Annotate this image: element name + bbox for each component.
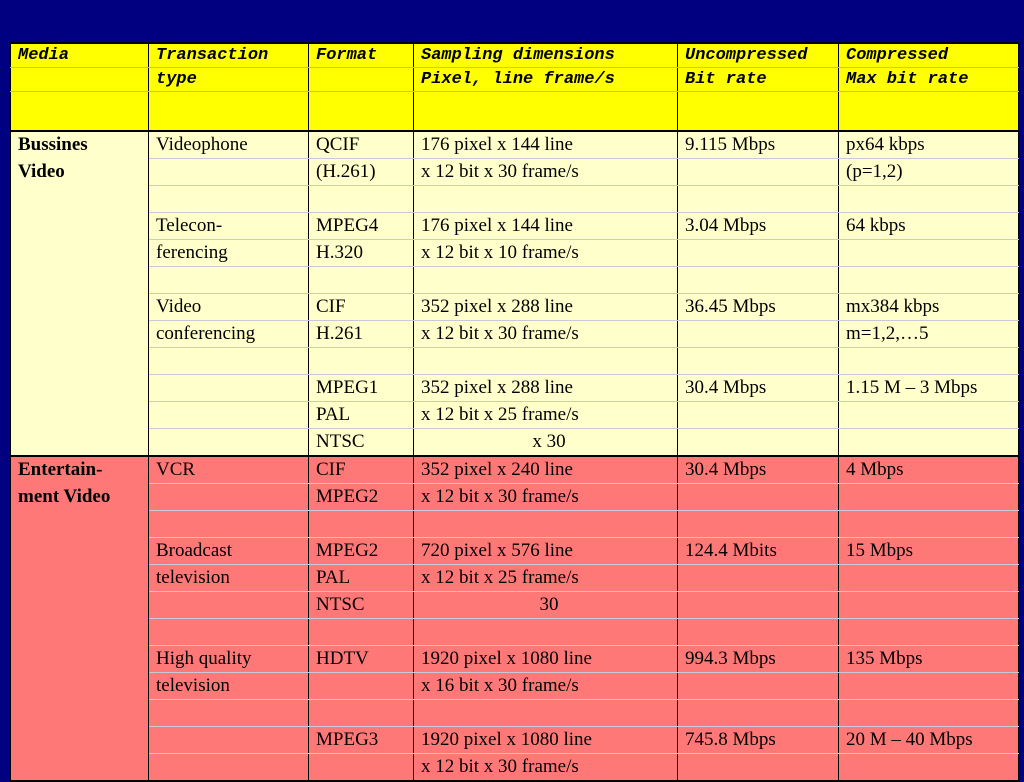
cell-format (309, 348, 414, 375)
cell-format: CIF (309, 294, 414, 321)
cell-compressed-max-bit-rate: m=1,2,…5 (839, 321, 1019, 348)
table-row (11, 700, 1019, 727)
cell-transaction-type (149, 484, 309, 511)
cell-format: HDTV (309, 646, 414, 673)
cell-uncompressed-bit-rate (678, 267, 839, 294)
cell-transaction-type (149, 267, 309, 294)
cell-format (309, 186, 414, 213)
cell-sampling-dimensions: x 12 bit x 30 frame/s (414, 754, 678, 782)
header-uncompressed-bit-rate: Bit rate (678, 68, 839, 92)
cell-sampling-dimensions: 176 pixel x 144 line (414, 131, 678, 159)
cell-format: H.320 (309, 240, 414, 267)
cell-uncompressed-bit-rate (678, 619, 839, 646)
cell-compressed-max-bit-rate (839, 754, 1019, 782)
cell-uncompressed-bit-rate (678, 429, 839, 457)
header-compressed-max-bit-rate: Compressed (839, 43, 1019, 68)
header-sampling-dimensions (414, 92, 678, 132)
table-row (11, 213, 1019, 240)
cell-format (309, 754, 414, 782)
cell-format: CIF (309, 456, 414, 484)
table-row (11, 592, 1019, 619)
cell-sampling-dimensions: 30 (414, 592, 678, 619)
header-format (309, 68, 414, 92)
cell-uncompressed-bit-rate (678, 565, 839, 592)
cell-transaction-type (149, 700, 309, 727)
header-media (11, 92, 149, 132)
cell-compressed-max-bit-rate (839, 186, 1019, 213)
cell-compressed-max-bit-rate (839, 673, 1019, 700)
table-row (11, 754, 1019, 782)
table-row (11, 321, 1019, 348)
cell-transaction-type: Videophone (149, 131, 309, 159)
cell-uncompressed-bit-rate (678, 511, 839, 538)
cell-media (11, 619, 149, 646)
cell-transaction-type: High quality (149, 646, 309, 673)
header-compressed-max-bit-rate: Max bit rate (839, 68, 1019, 92)
cell-format (309, 619, 414, 646)
cell-sampling-dimensions: 720 pixel x 576 line (414, 538, 678, 565)
header-row (11, 43, 1019, 68)
cell-compressed-max-bit-rate: 135 Mbps (839, 646, 1019, 673)
cell-format: MPEG1 (309, 375, 414, 402)
cell-media (11, 267, 149, 294)
header-media: Media (11, 43, 149, 68)
cell-compressed-max-bit-rate (839, 267, 1019, 294)
cell-media: Video (11, 159, 149, 186)
cell-compressed-max-bit-rate (839, 511, 1019, 538)
cell-sampling-dimensions (414, 267, 678, 294)
table-row (11, 429, 1019, 457)
cell-transaction-type (149, 348, 309, 375)
cell-media (11, 511, 149, 538)
cell-transaction-type: ferencing (149, 240, 309, 267)
cell-uncompressed-bit-rate: 994.3 Mbps (678, 646, 839, 673)
cell-format: H.261 (309, 321, 414, 348)
header-uncompressed-bit-rate: Uncompressed (678, 43, 839, 68)
cell-sampling-dimensions: 176 pixel x 144 line (414, 213, 678, 240)
header-row (11, 68, 1019, 92)
cell-sampling-dimensions: 1920 pixel x 1080 line (414, 727, 678, 754)
cell-uncompressed-bit-rate: 3.04 Mbps (678, 213, 839, 240)
cell-compressed-max-bit-rate (839, 484, 1019, 511)
cell-transaction-type (149, 429, 309, 457)
cell-media (11, 186, 149, 213)
cell-media (11, 673, 149, 700)
cell-transaction-type: Telecon- (149, 213, 309, 240)
table-row (11, 131, 1019, 159)
header-format: Format (309, 43, 414, 68)
cell-media (11, 646, 149, 673)
cell-uncompressed-bit-rate (678, 700, 839, 727)
cell-compressed-max-bit-rate (839, 240, 1019, 267)
table-row (11, 538, 1019, 565)
table-row (11, 727, 1019, 754)
cell-format: NTSC (309, 429, 414, 457)
cell-media (11, 700, 149, 727)
cell-format: PAL (309, 565, 414, 592)
table-row (11, 511, 1019, 538)
cell-transaction-type (149, 402, 309, 429)
cell-uncompressed-bit-rate: 30.4 Mbps (678, 375, 839, 402)
cell-media (11, 402, 149, 429)
header-media (11, 68, 149, 92)
cell-transaction-type: television (149, 673, 309, 700)
cell-transaction-type (149, 754, 309, 782)
cell-sampling-dimensions: 352 pixel x 240 line (414, 456, 678, 484)
cell-uncompressed-bit-rate: 30.4 Mbps (678, 456, 839, 484)
cell-sampling-dimensions: x 12 bit x 30 frame/s (414, 321, 678, 348)
cell-transaction-type (149, 619, 309, 646)
cell-compressed-max-bit-rate: (p=1,2) (839, 159, 1019, 186)
table-row (11, 348, 1019, 375)
cell-compressed-max-bit-rate: 15 Mbps (839, 538, 1019, 565)
cell-compressed-max-bit-rate (839, 592, 1019, 619)
cell-format: MPEG2 (309, 484, 414, 511)
cell-uncompressed-bit-rate: 745.8 Mbps (678, 727, 839, 754)
cell-transaction-type (149, 159, 309, 186)
cell-format (309, 267, 414, 294)
cell-transaction-type: television (149, 565, 309, 592)
cell-compressed-max-bit-rate (839, 402, 1019, 429)
header-transaction-type: type (149, 68, 309, 92)
cell-compressed-max-bit-rate (839, 619, 1019, 646)
table-row (11, 186, 1019, 213)
table-row (11, 619, 1019, 646)
cell-format: (H.261) (309, 159, 414, 186)
cell-uncompressed-bit-rate (678, 186, 839, 213)
table-body (11, 43, 1019, 781)
cell-compressed-max-bit-rate (839, 429, 1019, 457)
cell-sampling-dimensions: 352 pixel x 288 line (414, 294, 678, 321)
cell-sampling-dimensions (414, 348, 678, 375)
cell-compressed-max-bit-rate (839, 700, 1019, 727)
cell-format: PAL (309, 402, 414, 429)
cell-transaction-type: Broadcast (149, 538, 309, 565)
cell-uncompressed-bit-rate (678, 321, 839, 348)
cell-format: QCIF (309, 131, 414, 159)
cell-compressed-max-bit-rate: 64 kbps (839, 213, 1019, 240)
cell-sampling-dimensions: 352 pixel x 288 line (414, 375, 678, 402)
cell-compressed-max-bit-rate: px64 kbps (839, 131, 1019, 159)
cell-format (309, 700, 414, 727)
table-row (11, 375, 1019, 402)
cell-media (11, 592, 149, 619)
cell-media (11, 754, 149, 782)
header-sampling-dimensions: Pixel, line frame/s (414, 68, 678, 92)
cell-media: ment Video (11, 484, 149, 511)
cell-uncompressed-bit-rate (678, 402, 839, 429)
cell-compressed-max-bit-rate (839, 565, 1019, 592)
cell-sampling-dimensions: x 12 bit x 25 frame/s (414, 565, 678, 592)
cell-uncompressed-bit-rate (678, 484, 839, 511)
cell-media (11, 294, 149, 321)
cell-uncompressed-bit-rate: 124.4 Mbits (678, 538, 839, 565)
cell-transaction-type: VCR (149, 456, 309, 484)
table-row (11, 646, 1019, 673)
cell-compressed-max-bit-rate: 4 Mbps (839, 456, 1019, 484)
cell-compressed-max-bit-rate: 1.15 M – 3 Mbps (839, 375, 1019, 402)
cell-transaction-type (149, 375, 309, 402)
cell-media: Entertain- (11, 456, 149, 484)
header-uncompressed-bit-rate (678, 92, 839, 132)
header-compressed-max-bit-rate (839, 92, 1019, 132)
cell-media (11, 240, 149, 267)
cell-transaction-type (149, 727, 309, 754)
cell-sampling-dimensions: x 12 bit x 30 frame/s (414, 159, 678, 186)
cell-format: MPEG2 (309, 538, 414, 565)
table-row (11, 402, 1019, 429)
cell-sampling-dimensions: x 12 bit x 30 frame/s (414, 484, 678, 511)
cell-media (11, 538, 149, 565)
table-row (11, 484, 1019, 511)
cell-uncompressed-bit-rate (678, 348, 839, 375)
cell-transaction-type (149, 511, 309, 538)
header-transaction-type (149, 92, 309, 132)
cell-sampling-dimensions: x 12 bit x 25 frame/s (414, 402, 678, 429)
cell-uncompressed-bit-rate (678, 592, 839, 619)
cell-uncompressed-bit-rate: 36.45 Mbps (678, 294, 839, 321)
cell-media (11, 348, 149, 375)
cell-uncompressed-bit-rate (678, 159, 839, 186)
table-row (11, 159, 1019, 186)
table-row (11, 294, 1019, 321)
cell-sampling-dimensions (414, 511, 678, 538)
cell-format: NTSC (309, 592, 414, 619)
header-format (309, 92, 414, 132)
table-row (11, 673, 1019, 700)
cell-compressed-max-bit-rate (839, 348, 1019, 375)
cell-sampling-dimensions: x 16 bit x 30 frame/s (414, 673, 678, 700)
cell-transaction-type (149, 186, 309, 213)
cell-media (11, 565, 149, 592)
cell-compressed-max-bit-rate: 20 M – 40 Mbps (839, 727, 1019, 754)
cell-uncompressed-bit-rate (678, 673, 839, 700)
header-sampling-dimensions: Sampling dimensions (414, 43, 678, 68)
table-row (11, 267, 1019, 294)
cell-sampling-dimensions (414, 619, 678, 646)
cell-uncompressed-bit-rate (678, 240, 839, 267)
cell-media (11, 321, 149, 348)
cell-media (11, 429, 149, 457)
cell-format: MPEG3 (309, 727, 414, 754)
cell-format: MPEG4 (309, 213, 414, 240)
header-row (11, 92, 1019, 132)
cell-format (309, 673, 414, 700)
cell-sampling-dimensions (414, 186, 678, 213)
cell-transaction-type (149, 592, 309, 619)
table-row (11, 565, 1019, 592)
cell-uncompressed-bit-rate: 9.115 Mbps (678, 131, 839, 159)
header-transaction-type: Transaction (149, 43, 309, 68)
cell-transaction-type: Video (149, 294, 309, 321)
cell-uncompressed-bit-rate (678, 754, 839, 782)
cell-media (11, 375, 149, 402)
cell-compressed-max-bit-rate: mx384 kbps (839, 294, 1019, 321)
video-formats-table (10, 42, 1019, 782)
cell-media (11, 727, 149, 754)
cell-sampling-dimensions: x 12 bit x 10 frame/s (414, 240, 678, 267)
table-row (11, 456, 1019, 484)
cell-sampling-dimensions: x 30 (414, 429, 678, 457)
cell-sampling-dimensions: 1920 pixel x 1080 line (414, 646, 678, 673)
cell-transaction-type: conferencing (149, 321, 309, 348)
cell-media: Bussines (11, 131, 149, 159)
table-row (11, 240, 1019, 267)
cell-media (11, 213, 149, 240)
cell-format (309, 511, 414, 538)
cell-sampling-dimensions (414, 700, 678, 727)
